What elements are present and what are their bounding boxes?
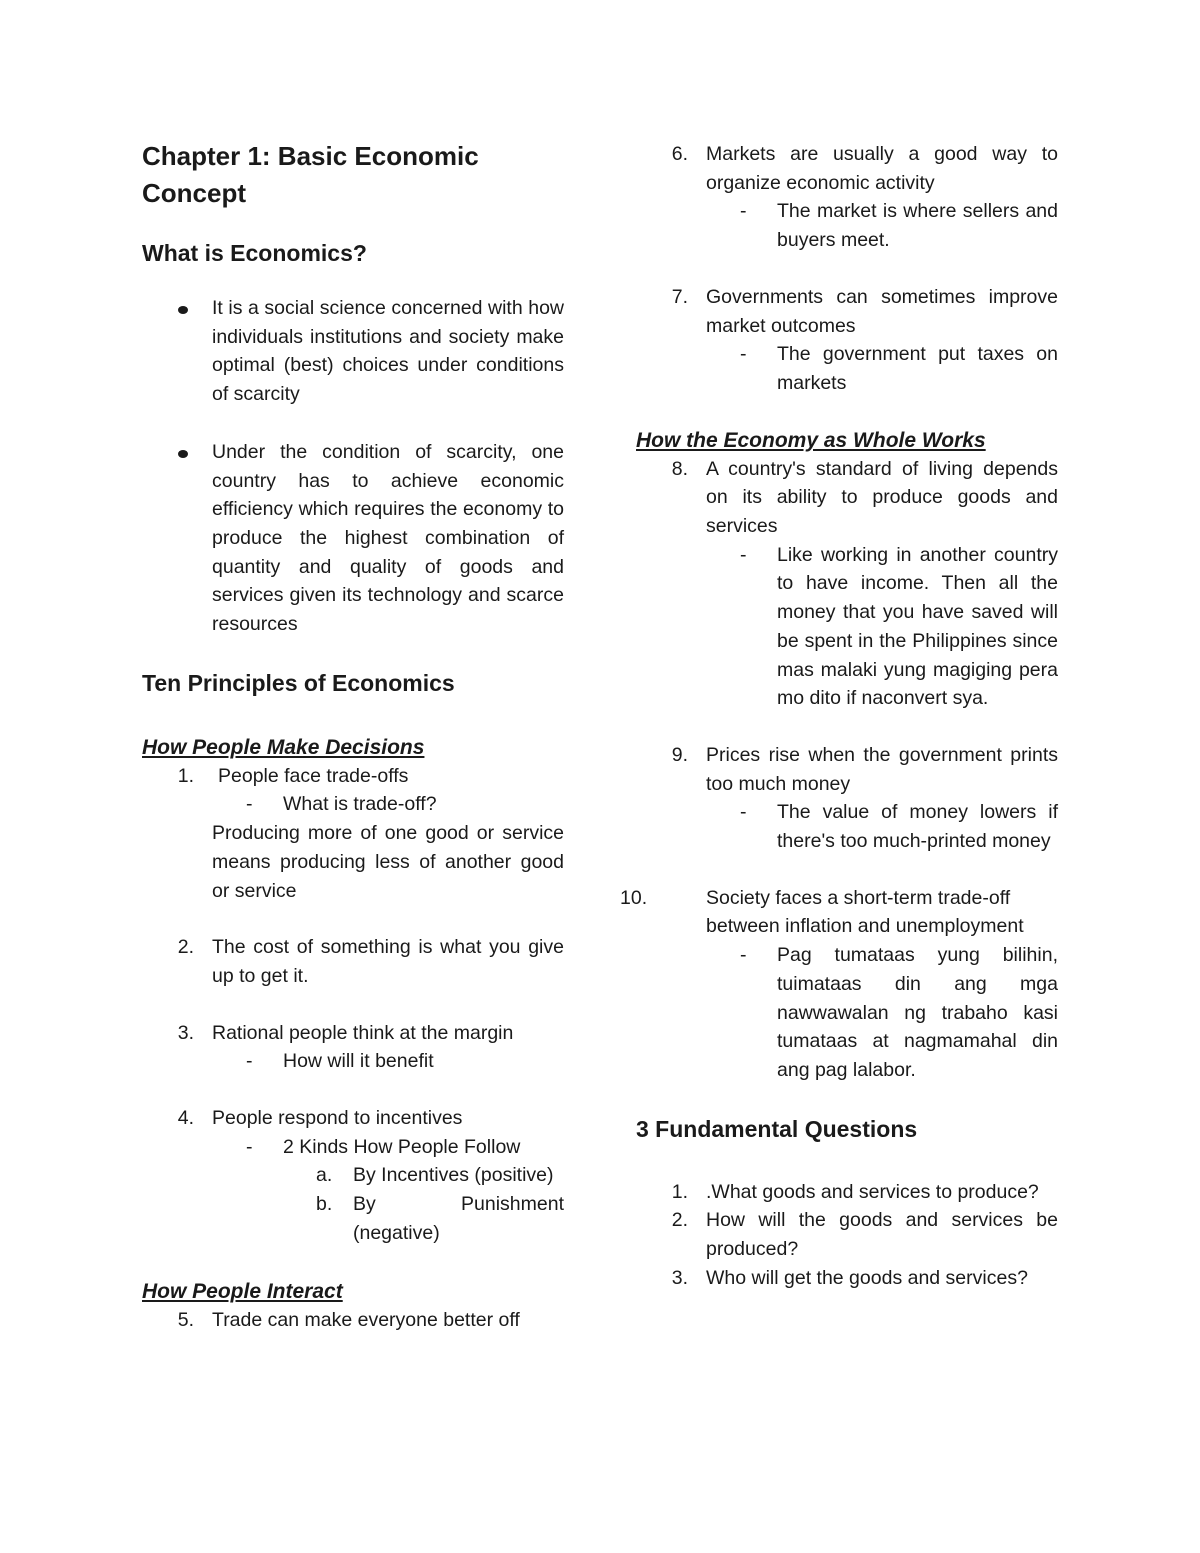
sub-text: The value of money lowers if there's too much-printed money [777, 801, 1058, 853]
ten-principles-heading: Ten Principles of Economics [142, 669, 455, 696]
principle-text: Society faces a short-term trade-off between inflation and unemployment [706, 886, 1024, 938]
economy-whole-heading: How the Economy as Whole Works [636, 428, 986, 452]
bullet-icon [178, 450, 188, 458]
sub-sub-text: By Punishment (negative) [353, 1193, 564, 1244]
list-number: 1. [177, 764, 194, 787]
principle-text: Prices rise when the government prints too much money [706, 743, 1058, 795]
list-number: 2. [671, 1209, 688, 1232]
list-number: 1. [671, 1180, 688, 1203]
principle-1-explanation: Producing more of one good or service means producing less of another good or service [212, 822, 564, 902]
sub-item [636, 340, 1058, 397]
sub-text: The government put taxes on markets [777, 343, 1058, 394]
dash-marker: - [740, 543, 747, 566]
principle-2 [142, 933, 564, 990]
bullet-text: It is a social science concerned with how individuals institutions and society make optimal (best) choices under conditions of scarcity [212, 297, 564, 406]
principle-text: Rational people think at the margin [212, 1021, 514, 1044]
dash-marker: - [246, 1135, 253, 1158]
sub-text: 2 Kinds How People Follow [283, 1135, 521, 1158]
list-letter: b. [316, 1193, 333, 1216]
bullet-item [142, 294, 564, 409]
sub-text: How will it benefit [283, 1050, 434, 1073]
principle-1 [142, 762, 564, 791]
principle-7 [636, 283, 1058, 340]
sub-item [142, 1047, 564, 1076]
principle-10 [620, 884, 1058, 941]
list-number: 3. [671, 1266, 688, 1289]
sub-item [636, 197, 1058, 254]
dash-marker: - [740, 944, 747, 967]
fundamental-questions-heading: 3 Fundamental Questions [636, 1115, 918, 1142]
what-is-economics-heading: What is Economics? [142, 240, 367, 266]
principle-4 [142, 1104, 564, 1133]
dash-marker: - [740, 343, 747, 366]
principle-6 [636, 140, 1058, 197]
dash-marker: - [246, 1050, 253, 1073]
sub-text: The market is where sellers and buyers meet. [777, 200, 1058, 252]
principle-text: People respond to incentives [212, 1107, 463, 1130]
principle-text: A country's standard of living depends on its ability to produce goods and services [706, 457, 1058, 538]
list-number: 7. [671, 285, 688, 308]
list-number: 6. [671, 143, 688, 165]
bullet-icon [178, 306, 188, 314]
sub-item [142, 1133, 564, 1162]
sub-text: Pag tumataas yung bilihin, tuimataas din ang mga nawwawalan ng trabaho kasi tumataas at nagmamahal din ang pag lalabor. [777, 944, 1058, 1081]
sub-sub-item [142, 1161, 564, 1190]
bullet-item [142, 438, 564, 639]
principle-text: Markets are usually a good way to organize economic activity [706, 143, 1058, 194]
principle-text: People face trade-offs [218, 764, 409, 787]
sub-item [636, 541, 1058, 713]
list-number: 10. [620, 886, 648, 909]
principle-5 [142, 1306, 564, 1335]
decisions-heading: How People Make Decisions [142, 735, 425, 759]
sub-item [142, 790, 564, 819]
principle-text: Governments can sometimes improve market outcomes [706, 285, 1058, 337]
list-number: 9. [671, 743, 688, 766]
question-3 [636, 1264, 1058, 1293]
question-text: How will the goods and services be produced? [706, 1209, 1058, 1261]
principle-text: The cost of something is what you give up to get it. [212, 936, 564, 987]
dash-marker: - [740, 200, 747, 223]
question-1 [636, 1178, 1058, 1207]
question-2 [636, 1206, 1058, 1263]
sub-item [636, 798, 1058, 855]
chapter-title: Chapter 1: Basic Economic Concept [142, 141, 479, 208]
list-number: 2. [177, 936, 194, 959]
sub-sub-text: By Incentives (positive) [353, 1164, 554, 1187]
sub-item [636, 941, 1058, 1085]
interact-heading: How People Interact [142, 1279, 343, 1303]
dash-marker: - [740, 801, 747, 824]
sub-text: What is trade-off? [283, 793, 437, 816]
principle-8 [636, 455, 1058, 541]
right-column [620, 140, 1058, 1293]
sub-text: Like working in another country to have income. Then all the money that you have saved will be spent in the Philippines since mas malaki yung magiging pera mo dito if naconvert sya. [777, 543, 1058, 710]
list-number: 4. [177, 1107, 194, 1130]
principle-text: Trade can make everyone better off [212, 1308, 520, 1331]
list-number: 3. [177, 1021, 194, 1044]
question-text: Who will get the goods and services? [706, 1266, 1028, 1289]
list-number: 5. [177, 1308, 194, 1331]
sub-sub-item [142, 1190, 564, 1247]
principle-9 [636, 741, 1058, 798]
question-text: .What goods and services to produce? [706, 1180, 1039, 1203]
left-column [142, 138, 564, 1334]
bullet-text: Under the condition of scarcity, one country has to achieve economic efficiency which requires the economy to produce the highest combination of quantity and quality of goods and services given its technology and scarce resources [212, 440, 564, 636]
list-number: 8. [671, 457, 688, 480]
dash-marker: - [246, 793, 253, 816]
list-letter: a. [316, 1164, 333, 1187]
principle-3 [142, 1019, 564, 1048]
